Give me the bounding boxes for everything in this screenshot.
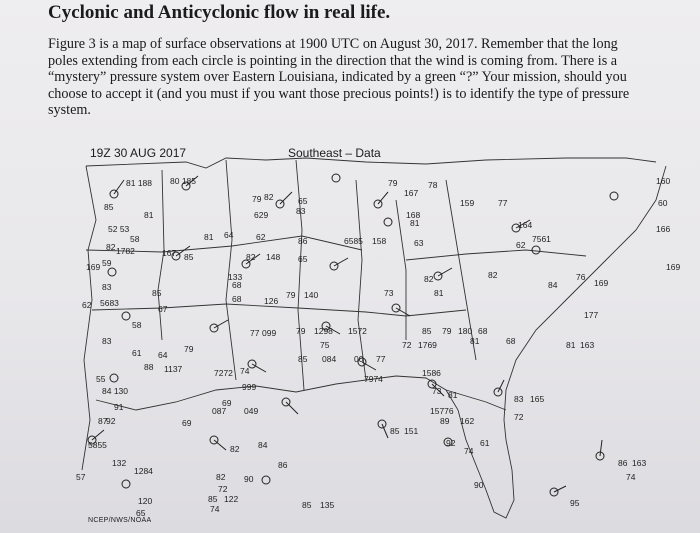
station-observation-label: 80 185: [170, 176, 196, 186]
station-observation-label: 5683: [100, 298, 119, 308]
station-observation-label: 65: [136, 508, 146, 518]
station-observation-label: 168: [406, 210, 421, 220]
station-observation-label: 7974: [364, 374, 383, 384]
map-state-line-8: [92, 304, 466, 316]
station-observation-label: 133: [228, 272, 243, 282]
station-observation-label: 92: [106, 416, 116, 426]
station-observation-label: 65: [298, 196, 308, 206]
station-observation-label: 79: [184, 344, 194, 354]
station-observation-label: 6585: [344, 236, 363, 246]
station-observation-label: 72: [218, 484, 228, 494]
surface-observation-map: [66, 140, 696, 533]
station-observation-label: 099: [262, 328, 277, 338]
wind-barb: [214, 440, 226, 450]
station-observation-label: 85: [390, 426, 400, 436]
station-observation-label: 83: [296, 206, 306, 216]
station-observation-label: 084: [322, 354, 337, 364]
station-observation-label: 82: [106, 242, 116, 252]
station-observation-label: 82: [488, 270, 498, 280]
station-observation-label: 74: [626, 472, 636, 482]
station-observation-label: 76: [576, 272, 586, 282]
station-observation-label: 81: [448, 390, 458, 400]
station-observation-label: 85: [208, 494, 218, 504]
station-observation-label: 158: [372, 236, 387, 246]
station-observation-label: 1782: [116, 246, 135, 256]
station-observation-label: 87: [98, 416, 108, 426]
station-observation-label: 74: [240, 366, 250, 376]
station-observation-label: 5855: [88, 440, 107, 450]
station-observation-label: 81 188: [126, 178, 152, 188]
station-observation-label: 69: [222, 398, 232, 408]
station-observation-label: 122: [224, 494, 239, 504]
map-state-line-2: [226, 160, 236, 380]
station-observation-label: 1586: [422, 368, 441, 378]
station-observation-label: 83: [514, 394, 524, 404]
station-observation-label: 92: [446, 438, 456, 448]
station-observation-label: 77: [498, 198, 508, 208]
station-observation-label: 1284: [134, 466, 153, 476]
station-observation-label: 159: [460, 198, 475, 208]
station-observation-label: 82: [424, 274, 434, 284]
wind-barb: [600, 440, 602, 456]
station-observation-label: 85: [298, 354, 308, 364]
station-observation-label: 180: [458, 326, 473, 336]
station-observation-label: 85: [302, 500, 312, 510]
station-observation-label: 74: [210, 504, 220, 514]
station-observation-label: 79: [252, 194, 262, 204]
station-observation-label: 52 53: [108, 224, 130, 234]
station-observation-label: 64: [158, 350, 168, 360]
station-observation-label: 86: [618, 458, 628, 468]
map-atlantic-coast: [504, 166, 666, 440]
station-observation-label: 999: [242, 382, 257, 392]
station-observation-label: 163: [580, 340, 595, 350]
station-observation-label: 82: [264, 192, 274, 202]
station-observation-label: 167: [162, 248, 177, 258]
station-observation-label: 58: [132, 320, 142, 330]
station-observation-label: 169: [666, 262, 681, 272]
wind-barb: [498, 380, 504, 392]
station-observation-label: 81: [144, 210, 154, 220]
station-observation-label: 63: [414, 238, 424, 248]
wind-barb: [252, 364, 266, 372]
station-observation-label: 162: [460, 416, 475, 426]
station-observation-label: 166: [656, 224, 671, 234]
station-observation-label: 79: [296, 326, 306, 336]
station-observation-label: 68: [232, 294, 242, 304]
station-observation-label: 81: [470, 336, 480, 346]
station-observation-label: 140: [304, 290, 319, 300]
station-observation-label: 65: [298, 254, 308, 264]
station-observation-label: 61: [132, 348, 142, 358]
station-observation-label: 85: [152, 288, 162, 298]
station-observation-label: 78: [428, 180, 438, 190]
station-circle: [122, 480, 130, 488]
map-linework: [66, 140, 696, 533]
station-observation-label: 79: [442, 326, 452, 336]
station-observation-label: 81: [434, 288, 444, 298]
station-observation-label: 135: [320, 500, 335, 510]
station-observation-label: 148: [266, 252, 281, 262]
station-observation-label: 81: [204, 232, 214, 242]
station-observation-label: 15776: [430, 406, 454, 416]
station-observation-label: 163: [632, 458, 647, 468]
station-observation-label: 82: [216, 472, 226, 482]
station-observation-label: 79: [388, 178, 398, 188]
station-observation-label: 7561: [532, 234, 551, 244]
station-observation-label: 95: [570, 498, 580, 508]
station-circle: [384, 218, 392, 226]
station-observation-label: 7272: [214, 368, 233, 378]
station-observation-label: 160: [656, 176, 671, 186]
station-circle: [122, 312, 130, 320]
station-observation-label: 69: [182, 418, 192, 428]
map-region-header: Southeast – Data: [288, 146, 381, 160]
station-observation-label: 62: [516, 240, 526, 250]
station-observation-label: 60: [658, 198, 668, 208]
station-observation-label: 64: [224, 230, 234, 240]
station-observation-label: 85: [184, 252, 194, 262]
station-observation-label: 84: [258, 440, 268, 450]
station-observation-label: 84 130: [102, 386, 128, 396]
station-observation-label: 90: [474, 480, 484, 490]
station-observation-label: 132: [112, 458, 127, 468]
station-observation-label: 88: [144, 362, 154, 372]
station-observation-label: 73: [384, 288, 394, 298]
station-observation-label: 1137: [164, 364, 183, 374]
station-observation-label: 1572: [348, 326, 367, 336]
station-observation-label: 91: [114, 402, 124, 412]
wind-barb: [92, 430, 104, 440]
station-observation-label: 85: [104, 202, 114, 212]
station-observation-label: 57: [76, 472, 86, 482]
station-observation-label: 629: [254, 210, 269, 220]
station-observation-label: 087: [212, 406, 227, 416]
station-observation-label: 77: [376, 354, 386, 364]
wind-barb: [280, 192, 292, 204]
station-circle: [110, 374, 118, 382]
document-title: Cyclonic and Anticyclonic flow in real life.: [48, 2, 391, 23]
station-observation-label: 72: [402, 340, 412, 350]
station-observation-label: 120: [138, 496, 153, 506]
station-observation-label: 167: [404, 188, 419, 198]
station-observation-label: 72: [514, 412, 524, 422]
station-observation-label: 86: [298, 236, 308, 246]
station-observation-label: 74: [464, 446, 474, 456]
station-observation-label: 68: [232, 280, 242, 290]
station-circle: [332, 174, 340, 182]
map-state-line-9: [406, 250, 586, 260]
station-observation-label: 177: [584, 310, 599, 320]
station-circle: [262, 476, 270, 484]
station-observation-label: 049: [244, 406, 259, 416]
map-outline-west: [82, 166, 96, 470]
station-observation-label: 67: [158, 304, 168, 314]
wind-barb: [286, 402, 298, 414]
wind-barb: [114, 180, 124, 194]
station-observation-label: 77: [250, 328, 260, 338]
station-observation-label: 151: [404, 426, 419, 436]
station-observation-label: 62: [82, 300, 92, 310]
station-observation-label: 79: [286, 290, 296, 300]
wind-barb: [438, 268, 452, 276]
station-observation-label: 83: [102, 336, 112, 346]
station-observation-label: 85: [422, 326, 432, 336]
station-observation-label: 83: [102, 282, 112, 292]
station-observation-label: 164: [518, 220, 533, 230]
station-observation-label: 82: [230, 444, 240, 454]
station-observation-label: 61: [480, 438, 490, 448]
station-observation-label: 84: [548, 280, 558, 290]
station-observation-label: 55: [96, 374, 106, 384]
wind-barb: [554, 486, 566, 492]
station-observation-label: 82: [246, 252, 256, 262]
wind-barb: [378, 192, 388, 204]
station-observation-label: 90: [244, 474, 254, 484]
station-observation-label: 75: [320, 340, 330, 350]
station-circle: [610, 192, 618, 200]
map-state-line-5: [396, 200, 406, 340]
map-state-line-4: [356, 180, 366, 380]
station-observation-label: 81: [410, 218, 420, 228]
station-observation-label: 73: [432, 386, 442, 396]
station-observation-label: 1298: [314, 326, 333, 336]
station-observation-label: 86: [278, 460, 288, 470]
station-observation-label: 81: [566, 340, 576, 350]
station-observation-label: 59: [102, 258, 112, 268]
station-observation-label: 89: [440, 416, 450, 426]
station-observation-label: 165: [530, 394, 545, 404]
station-observation-label: 169: [594, 278, 609, 288]
assignment-paragraph: Figure 3 is a map of surface observations at 1900 UTC on August 30, 2017. Remember that the long poles extending from each circle is pointing in the direction that the wind is coming from. There is a “mystery” pressure system over Eastern Louisiana, indicated by a green “?” Your mission, should you choose to accept it (and you must if you want those precious points!) is to identify the type of pressure system.: [48, 36, 630, 119]
station-observation-label: 1769: [418, 340, 437, 350]
station-observation-label: 00: [354, 354, 364, 364]
station-observation-label: 62: [256, 232, 266, 242]
station-observation-label: 169: [86, 262, 101, 272]
wind-barb: [334, 258, 348, 266]
station-observation-label: 68: [506, 336, 516, 346]
station-circle: [108, 268, 116, 276]
station-circle: [532, 246, 540, 254]
wind-barb: [214, 320, 228, 328]
map-timestamp-header: 19Z 30 AUG 2017: [90, 146, 187, 160]
station-observation-label: 126: [264, 296, 279, 306]
map-source-credit: NCEP/NWS/NOAA: [88, 517, 152, 524]
station-observation-label: 68: [478, 326, 488, 336]
station-observation-label: 58: [130, 234, 140, 244]
